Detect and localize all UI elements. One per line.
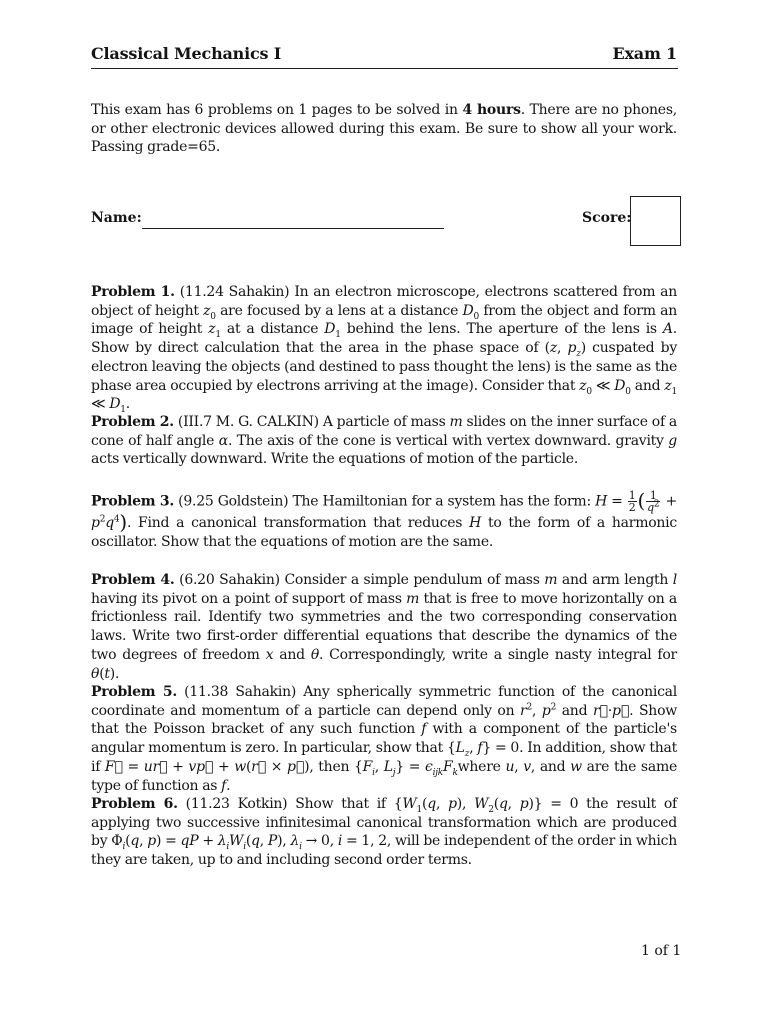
score-label: Score: — [582, 210, 632, 226]
header-rule — [91, 68, 678, 69]
problem-4: Problem 4. (6.20 Sahakin) Consider a simple pendulum of mass m and arm length l having its pivot on a point of support of mass m that is free to move horizontally on a frictionless rail. Identify two symmetries and the two corresponding conservation laws. Write two first-order differential equations that describe the dynamics of the two degrees of freedom x and θ. Correspondingly, write a single nasty integral for θ(t). — [91, 572, 678, 682]
problem-label: Problem 2. — [91, 414, 174, 430]
problem-6: Problem 6. (11.23 Kotkin) Show that if {$W_1(q$, p), $W_2(q$, p)} = 0 the result of applying two successive infinitesimal canonical transformation which are produced by $\Phi_i(q$, p) = qP + $\lambda_iW_i(q$, P), $\lambda_i \to 0$, i = 1, 2, will be independent of the order in which they are taken, up to and including second order terms. — [91, 796, 678, 869]
course-title: Classical Mechanics I — [91, 44, 281, 63]
exam-instructions: This exam has 6 problems on 1 pages to be solved in 4 hours. There are no phones, or other electronic devices allowed during this exam. Be sure to show all your work. Passing grade=65. — [91, 102, 677, 156]
page-header — [91, 44, 677, 63]
score-box[interactable] — [630, 196, 681, 246]
problem-5: Problem 5. (11.38 Sahakin) Any spherically symmetric function of the canonical coordinate and momentum of a particle can depend only on $r^2$, $p^2$ and r⃗·p⃗. Show that the Poisson bracket of any such function f with a component of the particle's angular momentum is zero. In particular, show that {$L_z$, f} = 0. In addition, show that if F⃗ = ur⃗ + vp⃗ + w(r⃗ × p⃗), then {$F_i$, $L_j$} = $\epsilon_{ijk}F_kwhere$ u, v, and w are the same type of function as f. — [91, 684, 678, 794]
problem-label: Problem 5. — [91, 684, 177, 700]
page-number: 1 of 1 — [641, 943, 682, 959]
name-label: Name: — [91, 210, 142, 226]
problem-label: Problem 3. — [91, 493, 175, 510]
problem-source: (9.25 Goldstein) — [178, 493, 289, 510]
problem-source: (11.38 Sahakin) — [184, 684, 297, 700]
name-field-line[interactable] — [142, 228, 444, 229]
problem-source: (11.23 Kotkin) — [185, 796, 288, 812]
problem-source: (III.7 M. G. CALKIN) — [177, 414, 319, 430]
problem-label: Problem 6. — [91, 796, 178, 812]
problem-label: Problem 1. — [91, 284, 175, 300]
problem-2: Problem 2. (III.7 M. G. CALKIN) A particle of mass m slides on the inner surface of a cone of half angle α. The axis of the cone is vertical with vertex downward. gravity g acts vertically downward. Write the equations of motion of the particle. — [91, 414, 678, 468]
problem-3: Problem 3. (9.25 Goldstein) The Hamiltonian for a system has the form: H = $\frac{1}{2}$ ( $\frac{1}{q^2}$ + $p^2q^4$). Find a canonical transformation that reduces H to the form of a harmonic oscillator. Show that the equations of motion are the same. — [91, 488, 678, 550]
problem-source: (6.20 Sahakin) — [179, 572, 280, 588]
problem-1: Problem 1. (11.24 Sahakin) In an electron microscope, electrons scattered from an object of height $z_0$ are focused by a lens at a distance $D_0$ from the object and form an image of height $z_1$ at a distance $D_1$ behind the lens. The aperture of the lens is A. Show by direct calculation that the area in the phase space of (z, $p_z$) cuspated by electron leaving the objects (and destined to pass thought the lens) is the same as the phase area occupied by electrons arriving at the image). Consider that $z_0$ ≪ $D_0$ and $z_1$ ≪ $D_1$. — [91, 284, 678, 416]
exam-title: Exam 1 — [612, 44, 677, 63]
problem-source: (11.24 Sahakin) — [179, 284, 290, 300]
problem-label: Problem 4. — [91, 572, 175, 588]
